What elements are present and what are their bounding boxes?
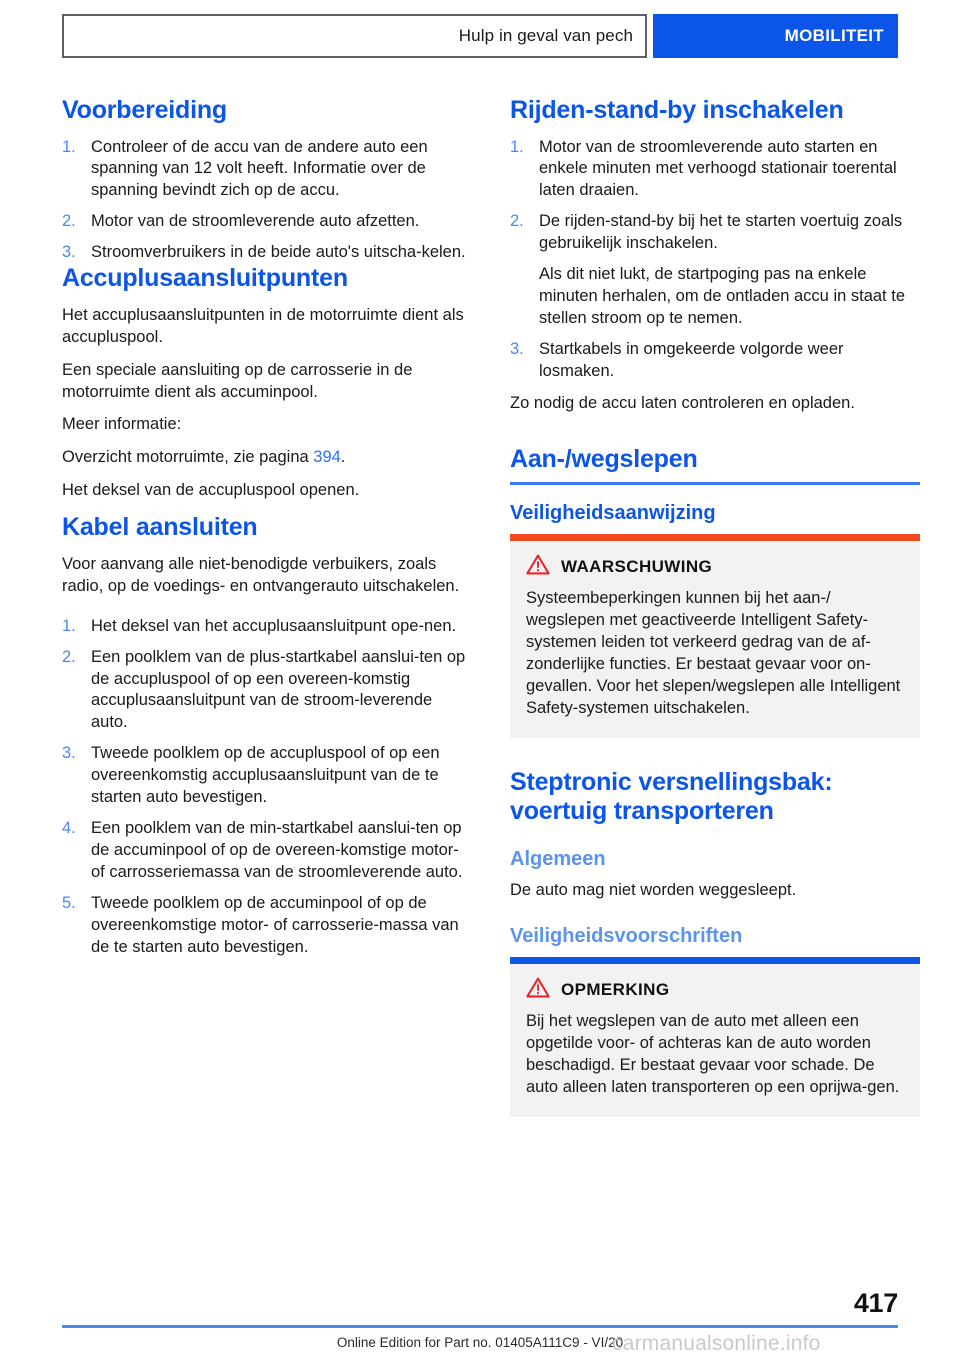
paragraph: Voor aanvang alle niet-benodigde verbuikers, zoals radio, op de voedings- en ontvangerauto uitschakelen. xyxy=(62,554,460,595)
list-item xyxy=(62,743,472,809)
warning-text: Systeembeperkingen kunnen bij het aan-/ wegslepen met geactiveerde Intelligent Safety-systemen leiden tot verkeerd gedrag van de af-zonderlijke functies. Er bestaat gevaar voor on-gevallen. Voor het slepen/wegslepen alle Intelligent Safety-systemen uitschakelen. xyxy=(526,589,901,717)
step-number: 5. xyxy=(62,893,76,912)
list-item xyxy=(62,242,472,264)
heading-accuplusaansluitpunten: Accuplusaansluitpunten xyxy=(62,264,348,293)
list-item xyxy=(62,137,472,203)
heading-aan-wegslepen: Aan-/wegslepen xyxy=(510,445,920,486)
voorbereiding-step-list xyxy=(62,137,472,265)
warning-body xyxy=(510,541,920,720)
list-item xyxy=(62,211,472,233)
list-item xyxy=(510,211,920,330)
step-number: 3. xyxy=(62,744,76,763)
heading-rijden-stand-by: Rijden-stand-by inschakelen xyxy=(510,96,844,124)
paragraph: Zo nodig de accu laten controleren en opladen. xyxy=(510,393,855,412)
step-continuation-text: Als dit niet lukt, de startpoging pas na enkele minuten herhalen, om de ontladen accu in staat te stellen stroom op te nemen. xyxy=(539,265,905,328)
step-text: Stroomverbruikers in de beide auto's uitscha-kelen. xyxy=(91,243,466,262)
cross-reference-suffix: . xyxy=(340,448,346,467)
footer-divider xyxy=(62,1325,898,1328)
step-number: 2. xyxy=(62,647,76,666)
heading-kabel-aansluiten: Kabel aansluiten xyxy=(62,513,258,542)
note-text: Bij het wegslepen van de auto met alleen een opgetilde voor- of achteras kan de auto worden beschadigd. Er bestaat gevaar voor schade. De auto alleen laten transporteren op een oprijwa-gen. xyxy=(526,1011,900,1096)
step-number: 3. xyxy=(510,340,524,358)
watermark: carmanualsonline.info xyxy=(612,1332,821,1355)
note-notice-box xyxy=(510,957,920,1117)
paragraph: De auto mag niet worden weggesleept. xyxy=(510,880,797,899)
warning-notice-box xyxy=(510,534,920,738)
step-number: 1. xyxy=(510,137,524,156)
warning-header xyxy=(526,554,904,580)
header-section-label: Hulp in geval van pech xyxy=(458,26,633,45)
cross-reference-prefix: Overzicht motorruimte, zie pagina xyxy=(62,448,314,467)
step-text: Startkabels in omgekeerde volgorde weer losmaken. xyxy=(539,340,844,380)
warning-label: WAARSCHUWING xyxy=(561,557,713,577)
kabel-step-list xyxy=(62,616,472,959)
left-column xyxy=(62,96,472,959)
list-item xyxy=(62,616,472,638)
step-text: Motor van de stroomleverende auto starten en enkele minuten met verhoogd stationair toerental laten draaien. xyxy=(539,137,897,200)
note-accent-bar xyxy=(510,957,920,964)
heading-veiligheidsaanwijzing: Veiligheidsaanwijzing xyxy=(510,502,716,525)
step-text: Een poolklem van de plus-startkabel aanslui-ten op de accupluspool of op een overeen-komstig accuplusaansluitpunt van de stroom-leverende auto. xyxy=(91,647,466,732)
step-number: 1. xyxy=(62,616,76,635)
list-item xyxy=(510,339,920,383)
heading-steptronic: Steptronic versnellingsbak: voertuig transporteren xyxy=(510,767,833,826)
page-header xyxy=(62,14,898,58)
heading-algemeen: Algemeen xyxy=(510,847,606,870)
step-number: 1. xyxy=(62,137,76,156)
paragraph: Het accuplusaansluitpunten in de motorruimte dient als accupluspool. xyxy=(62,305,464,346)
step-text: Controleer of de accu van de andere auto een spanning van 12 volt heeft. Informatie over de spanning bevindt zich op de accu. xyxy=(91,137,428,200)
cross-reference-paragraph xyxy=(62,447,472,469)
step-number: 2. xyxy=(62,212,76,231)
note-body xyxy=(510,964,920,1099)
note-label: OPMERKING xyxy=(561,979,670,999)
header-section-tab xyxy=(62,14,647,58)
step-text: Tweede poolklem op de accupluspool of op een overeenkomstig accuplusaansluitpunt van de te starten auto bevestigen. xyxy=(91,744,440,807)
heading-veiligheidsvoorschriften: Veiligheidsvoorschriften xyxy=(510,924,743,947)
step-text: Een poolklem van de min-startkabel aanslui-ten op de accuminpool of op de overeen-komstige motor- of carrosseriemassa van de stroomleverende auto. xyxy=(91,819,463,881)
step-number: 2. xyxy=(510,212,524,231)
header-chapter-label: MOBILITEIT xyxy=(784,26,884,45)
step-number: 4. xyxy=(62,819,76,838)
step-text: De rijden-stand-by bij het te starten voertuig zoals gebruikelijk inschakelen. xyxy=(539,212,903,253)
list-item xyxy=(62,893,472,959)
rijden-step-list xyxy=(510,137,920,383)
edition-line: Online Edition for Part no. 01405A111C9 - VI/20 xyxy=(336,1335,624,1350)
list-item xyxy=(62,647,472,735)
step-text: Tweede poolklem op de accuminpool of op de overeenkomstige motor- of carrosserie-massa van de te starten auto bevestigen. xyxy=(91,893,459,956)
warning-triangle-icon xyxy=(526,554,550,580)
list-item xyxy=(510,137,920,203)
warning-triangle-icon xyxy=(526,977,550,1003)
page-reference-link[interactable]: 394 xyxy=(313,448,341,467)
step-text: Motor van de stroomleverende auto afzetten. xyxy=(91,212,420,231)
note-header xyxy=(526,977,904,1003)
step-text: Het deksel van het accuplusaansluitpunt ope-nen. xyxy=(91,616,457,635)
right-column xyxy=(510,96,920,1117)
paragraph: Een speciale aansluiting op de carrosserie in de motorruimte dient als accuminpool. xyxy=(62,360,413,401)
warning-accent-bar xyxy=(510,534,920,541)
list-item xyxy=(62,818,472,884)
paragraph: Meer informatie: xyxy=(62,415,182,434)
paragraph: Het deksel van de accupluspool openen. xyxy=(62,481,360,500)
header-chapter-tab xyxy=(653,14,898,58)
step-number: 3. xyxy=(62,243,76,262)
page-number: 417 xyxy=(853,1288,898,1318)
heading-voorbereiding: Voorbereiding xyxy=(62,96,228,124)
